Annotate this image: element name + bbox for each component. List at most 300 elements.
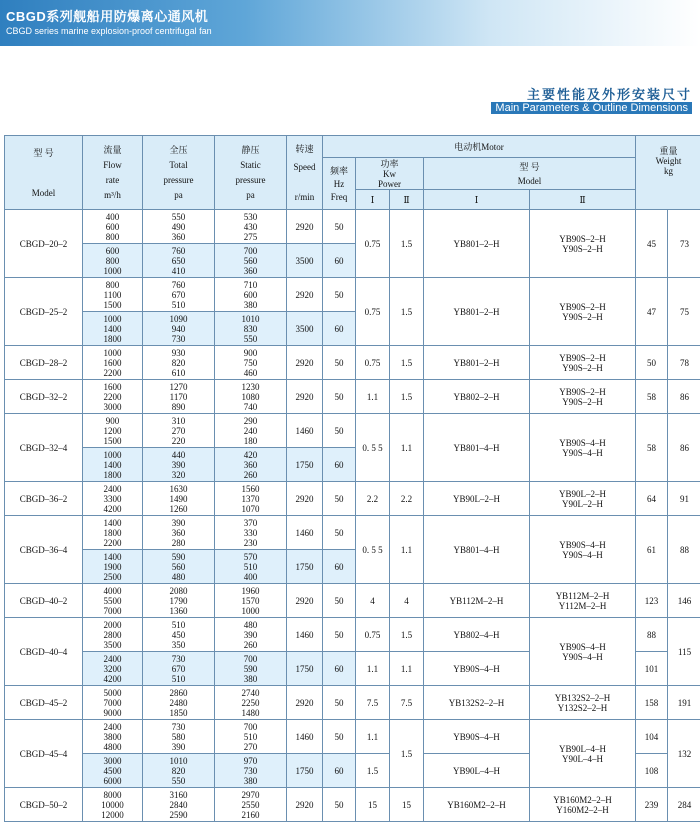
total-pressure-cell-line: 2590 xyxy=(169,809,188,820)
freq-cell: 50 xyxy=(323,686,356,720)
motor-type-II-cell-line: YB90S–2–H xyxy=(559,386,606,397)
header-title-cn: CBGD系列舰船用防爆离心通风机 xyxy=(6,9,209,24)
total-pressure-cell-line: 940 xyxy=(171,323,186,334)
motor-type-I-cell: YB112M–2–H xyxy=(424,584,530,618)
flow-cell xyxy=(83,210,143,244)
weight-1-cell: 47 xyxy=(636,278,668,346)
hdr-power-II: Ⅱ xyxy=(390,190,424,210)
speed-cell: 2920 xyxy=(287,278,323,312)
model-cell: CBGD–40–4 xyxy=(5,618,83,686)
static-pressure-cell-line: 590 xyxy=(243,663,258,674)
motor-type-II-cell-line: Y90S–4–H xyxy=(562,447,603,458)
motor-type-II-cell xyxy=(530,278,636,346)
static-pressure-cell-line: 260 xyxy=(243,469,258,480)
static-pressure-cell-line: 460 xyxy=(243,367,258,378)
static-pressure-cell xyxy=(215,652,287,686)
freq-cell: 50 xyxy=(323,618,356,652)
speed-cell: 1460 xyxy=(287,414,323,448)
motor-type-II-cell-line: YB90L–4–H xyxy=(559,743,607,754)
total-pressure-cell-line: 1360 xyxy=(169,605,188,616)
hdr-freq-cn: 频率 xyxy=(329,165,348,176)
freq-cell: 60 xyxy=(323,312,356,346)
flow-cell-line: 1000 xyxy=(103,449,122,460)
flow-cell-line: 800 xyxy=(105,255,120,266)
power-I-cell: 0. 5 5 xyxy=(356,414,390,482)
freq-cell: 60 xyxy=(323,448,356,482)
total-pressure-cell-line: 580 xyxy=(171,731,186,742)
hdr-mtype-en: Model xyxy=(517,175,542,186)
total-pressure-cell-line: 2860 xyxy=(169,687,188,698)
static-pressure-cell xyxy=(215,482,287,516)
motor-type-I-cell: YB801–2–H xyxy=(424,278,530,346)
speed-cell: 1460 xyxy=(287,720,323,754)
static-pressure-cell-line: 1080 xyxy=(241,391,260,402)
speed-cell: 1460 xyxy=(287,516,323,550)
total-pressure-cell-line: 510 xyxy=(171,299,186,310)
static-pressure-cell-line: 480 xyxy=(243,619,258,630)
static-pressure-cell-line: 1070 xyxy=(241,503,260,514)
hdr-flow-en2: rate xyxy=(105,175,120,185)
table-row xyxy=(5,618,700,652)
static-pressure-cell-line: 700 xyxy=(243,721,258,732)
power-II-cell: 1.5 xyxy=(390,380,424,414)
flow-cell-line: 3000 xyxy=(103,401,122,412)
static-pressure-cell-line: 360 xyxy=(243,265,258,276)
power-II-cell: 15 xyxy=(390,788,424,822)
model-cell: CBGD–45–4 xyxy=(5,720,83,788)
speed-cell: 1460 xyxy=(287,618,323,652)
motor-type-II-cell xyxy=(530,414,636,482)
flow-cell-line: 900 xyxy=(105,415,120,426)
static-pressure-cell-line: 380 xyxy=(243,775,258,786)
static-pressure-cell-line: 510 xyxy=(243,561,258,572)
static-pressure-cell-line: 290 xyxy=(243,415,258,426)
flow-cell xyxy=(83,788,143,822)
hdr-model-en: Model xyxy=(31,187,56,198)
static-pressure-cell-line: 510 xyxy=(243,731,258,742)
flow-cell-line: 1800 xyxy=(103,469,122,480)
freq-cell: 60 xyxy=(323,244,356,278)
motor-type-II-cell-line: YB90S–2–H xyxy=(559,233,606,244)
motor-type-II-cell-line: Y90L–4–H xyxy=(562,753,604,764)
static-pressure-cell xyxy=(215,278,287,312)
hdr-static-unit: pa xyxy=(246,190,255,200)
total-pressure-cell-line: 360 xyxy=(171,231,186,242)
total-pressure-cell-line: 350 xyxy=(171,639,186,650)
hdr-model xyxy=(5,136,83,210)
flow-cell-line: 1000 xyxy=(103,265,122,276)
static-pressure-cell-line: 260 xyxy=(243,639,258,650)
table-row xyxy=(5,210,700,244)
total-pressure-cell-line: 730 xyxy=(171,721,186,732)
static-pressure-cell-line: 380 xyxy=(243,299,258,310)
power-I-cell: 2.2 xyxy=(356,482,390,516)
model-cell: CBGD–36–2 xyxy=(5,482,83,516)
flow-cell xyxy=(83,244,143,278)
motor-type-II-cell-line: Y90L–2–H xyxy=(562,498,604,509)
total-pressure-cell-line: 390 xyxy=(171,517,186,528)
section-title-en: Main Parameters & Outline Dimensions xyxy=(491,102,692,114)
flow-cell xyxy=(83,550,143,584)
freq-cell: 50 xyxy=(323,278,356,312)
power-I-cell: 0.75 xyxy=(356,210,390,278)
static-pressure-cell-line: 1570 xyxy=(241,595,260,606)
total-pressure-cell xyxy=(143,380,215,414)
freq-cell: 50 xyxy=(323,482,356,516)
static-pressure-cell xyxy=(215,210,287,244)
weight-2-cell: 86 xyxy=(668,414,700,482)
weight-2-cell: 78 xyxy=(668,346,700,380)
hdr-weight-cn: 重量 xyxy=(659,145,678,156)
weight-1-cell: 50 xyxy=(636,346,668,380)
hdr-power-I: Ⅰ xyxy=(356,190,390,210)
total-pressure-cell-line: 510 xyxy=(171,673,186,684)
static-pressure-cell xyxy=(215,550,287,584)
total-pressure-cell-line: 890 xyxy=(171,401,186,412)
speed-cell: 2920 xyxy=(287,584,323,618)
total-pressure-cell-line: 360 xyxy=(171,527,186,538)
flow-cell-line: 5000 xyxy=(103,687,122,698)
static-pressure-cell-line: 730 xyxy=(243,765,258,776)
freq-cell: 50 xyxy=(323,346,356,380)
motor-type-II-cell xyxy=(530,788,636,822)
total-pressure-cell xyxy=(143,346,215,380)
weight-1-cell: 58 xyxy=(636,380,668,414)
static-pressure-cell xyxy=(215,414,287,448)
static-pressure-cell-line: 700 xyxy=(243,653,258,664)
flow-cell-line: 2400 xyxy=(103,721,122,732)
static-pressure-cell xyxy=(215,686,287,720)
motor-type-II-cell-line: Y112M–2–H xyxy=(558,600,607,611)
freq-cell: 50 xyxy=(323,720,356,754)
total-pressure-cell-line: 610 xyxy=(171,367,186,378)
total-pressure-cell-line: 760 xyxy=(171,245,186,256)
static-pressure-cell-line: 750 xyxy=(243,357,258,368)
static-pressure-cell xyxy=(215,244,287,278)
static-pressure-cell-line: 1960 xyxy=(241,585,260,596)
flow-cell-line: 2200 xyxy=(103,391,122,402)
header-title-en: CBGD series marine explosion-proof centrifugal fan xyxy=(6,26,212,36)
power-I-cell: 4 xyxy=(356,584,390,618)
static-pressure-cell-line: 240 xyxy=(243,425,258,436)
flow-cell-line: 3200 xyxy=(103,663,122,674)
motor-type-II-cell-line: Y90S–2–H xyxy=(562,362,603,373)
hdr-flow-unit: m³/h xyxy=(104,190,121,200)
flow-cell-line: 1400 xyxy=(103,323,122,334)
motor-type-II-cell xyxy=(530,346,636,380)
power-I-cell: 1.5 xyxy=(356,754,390,788)
motor-type-I-cell: YB801–4–H xyxy=(424,414,530,482)
hdr-speed-cn: 转速 xyxy=(295,143,314,154)
motor-type-II-cell-line: YB90S–4–H xyxy=(559,437,606,448)
table-row xyxy=(5,278,700,312)
weight-1-cell: 239 xyxy=(636,788,668,822)
flow-cell xyxy=(83,380,143,414)
motor-type-II-cell xyxy=(530,210,636,278)
weight-1-cell: 158 xyxy=(636,686,668,720)
total-pressure-cell xyxy=(143,754,215,788)
static-pressure-cell-line: 420 xyxy=(243,449,258,460)
motor-type-II-cell xyxy=(530,720,636,788)
static-pressure-cell-line: 430 xyxy=(243,221,258,232)
static-pressure-cell-line: 530 xyxy=(243,211,258,222)
flow-cell-line: 7000 xyxy=(103,605,122,616)
hdr-static-cn: 静压 xyxy=(241,145,260,155)
static-pressure-cell-line: 550 xyxy=(243,333,258,344)
flow-cell-line: 600 xyxy=(105,221,120,232)
total-pressure-cell-line: 670 xyxy=(171,663,186,674)
flow-cell-line: 1000 xyxy=(103,347,122,358)
total-pressure-cell-line: 1630 xyxy=(169,483,188,494)
power-II-cell: 1.5 xyxy=(390,278,424,346)
power-I-cell: 1.1 xyxy=(356,380,390,414)
hdr-type-II: Ⅱ xyxy=(530,190,636,210)
power-I-cell: 0.75 xyxy=(356,618,390,652)
hdr-power-en: Power xyxy=(378,178,401,189)
motor-type-I-cell: YB160M2–2–H xyxy=(424,788,530,822)
total-pressure-cell xyxy=(143,414,215,448)
static-pressure-cell-line: 700 xyxy=(243,245,258,256)
power-II-cell: 1.1 xyxy=(390,414,424,482)
flow-cell-line: 1600 xyxy=(103,381,122,392)
static-pressure-cell-line: 1480 xyxy=(241,707,260,718)
static-pressure-cell xyxy=(215,448,287,482)
static-pressure-cell-line: 600 xyxy=(243,289,258,300)
static-pressure-cell-line: 560 xyxy=(243,255,258,266)
total-pressure-cell-line: 2080 xyxy=(169,585,188,596)
flow-cell-line: 2200 xyxy=(103,537,122,548)
hdr-type-I: Ⅰ xyxy=(424,190,530,210)
static-pressure-cell-line: 1560 xyxy=(241,483,260,494)
static-pressure-cell-line: 360 xyxy=(243,459,258,470)
model-cell: CBGD–40–2 xyxy=(5,584,83,618)
flow-cell xyxy=(83,618,143,652)
static-pressure-cell-line: 900 xyxy=(243,347,258,358)
table-row xyxy=(5,516,700,550)
flow-cell-line: 4200 xyxy=(103,673,122,684)
static-pressure-cell xyxy=(215,618,287,652)
static-pressure-cell-line: 740 xyxy=(243,401,258,412)
flow-cell-line: 1400 xyxy=(103,459,122,470)
hdr-total-en2: pressure xyxy=(163,175,194,185)
total-pressure-cell xyxy=(143,584,215,618)
static-pressure-cell-line: 2160 xyxy=(241,809,260,820)
flow-cell-line: 2400 xyxy=(103,483,122,494)
flow-cell xyxy=(83,414,143,448)
power-II-cell: 1.5 xyxy=(390,618,424,652)
flow-cell-line: 2200 xyxy=(103,367,122,378)
parameters-table xyxy=(4,135,700,822)
motor-type-II-cell-line: Y90S–2–H xyxy=(562,311,603,322)
flow-cell xyxy=(83,312,143,346)
flow-cell-line: 3800 xyxy=(103,731,122,742)
motor-type-II-cell-line: Y132S2–2–H xyxy=(557,702,608,713)
total-pressure-cell-line: 490 xyxy=(171,221,186,232)
model-cell: CBGD–25–2 xyxy=(5,278,83,346)
speed-cell: 1750 xyxy=(287,754,323,788)
hdr-weight xyxy=(636,136,700,210)
total-pressure-cell xyxy=(143,788,215,822)
speed-cell: 2920 xyxy=(287,346,323,380)
weight-1-cell: 104 xyxy=(636,720,668,754)
hdr-static-en2: pressure xyxy=(235,175,266,185)
total-pressure-cell-line: 270 xyxy=(171,425,186,436)
hdr-flow xyxy=(83,136,143,210)
weight-1-cell: 64 xyxy=(636,482,668,516)
weight-1-cell: 61 xyxy=(636,516,668,584)
flow-cell-line: 7000 xyxy=(103,697,122,708)
power-I-cell: 0. 5 5 xyxy=(356,516,390,584)
flow-cell-line: 1600 xyxy=(103,357,122,368)
hdr-flow-en1: Flow xyxy=(103,160,122,170)
power-I-cell: 1.1 xyxy=(356,720,390,754)
total-pressure-cell-line: 410 xyxy=(171,265,186,276)
speed-cell: 2920 xyxy=(287,788,323,822)
model-cell: CBGD–50–2 xyxy=(5,788,83,822)
flow-cell-line: 2400 xyxy=(103,653,122,664)
hdr-static xyxy=(215,136,287,210)
speed-cell: 3500 xyxy=(287,244,323,278)
hdr-motor: 电动机Motor xyxy=(323,136,636,158)
flow-cell-line: 5500 xyxy=(103,595,122,606)
flow-cell xyxy=(83,652,143,686)
motor-type-II-cell xyxy=(530,380,636,414)
total-pressure-cell-line: 550 xyxy=(171,775,186,786)
flow-cell-line: 1200 xyxy=(103,425,122,436)
total-pressure-cell-line: 480 xyxy=(171,571,186,582)
power-I-cell: 0.75 xyxy=(356,278,390,346)
table-row xyxy=(5,482,700,516)
flow-cell-line: 6000 xyxy=(103,775,122,786)
static-pressure-cell xyxy=(215,788,287,822)
total-pressure-cell xyxy=(143,550,215,584)
flow-cell-line: 1500 xyxy=(103,299,122,310)
hdr-weight-en: Weight xyxy=(655,155,682,166)
static-pressure-cell xyxy=(215,312,287,346)
motor-type-II-cell-line: Y90S–4–H xyxy=(562,651,603,662)
total-pressure-cell xyxy=(143,482,215,516)
freq-cell: 50 xyxy=(323,516,356,550)
power-II-cell: 1.1 xyxy=(390,652,424,686)
flow-cell-line: 9000 xyxy=(103,707,122,718)
table-row xyxy=(5,584,700,618)
static-pressure-cell-line: 370 xyxy=(243,517,258,528)
hdr-speed-en: Speed xyxy=(293,161,316,172)
total-pressure-cell-line: 1790 xyxy=(169,595,188,606)
freq-cell: 60 xyxy=(323,754,356,788)
static-pressure-cell-line: 1010 xyxy=(241,313,260,324)
power-II-cell: 1.5 xyxy=(390,346,424,380)
static-pressure-cell-line: 390 xyxy=(243,629,258,640)
weight-1-cell: 101 xyxy=(636,652,668,686)
total-pressure-cell-line: 650 xyxy=(171,255,186,266)
total-pressure-cell xyxy=(143,210,215,244)
hdr-power-unit: Kw xyxy=(383,168,396,179)
hdr-static-en1: Static xyxy=(240,160,261,170)
hdr-total xyxy=(143,136,215,210)
table-row xyxy=(5,720,700,754)
static-pressure-cell xyxy=(215,516,287,550)
total-pressure-cell-line: 1270 xyxy=(169,381,188,392)
flow-cell xyxy=(83,754,143,788)
static-pressure-cell-line: 970 xyxy=(243,755,258,766)
flow-cell xyxy=(83,516,143,550)
static-pressure-cell-line: 275 xyxy=(243,231,258,242)
hdr-mtype-cn: 型 号 xyxy=(519,161,540,172)
power-II-cell: 1.5 xyxy=(390,720,424,788)
table-row xyxy=(5,686,700,720)
flow-cell xyxy=(83,482,143,516)
total-pressure-cell-line: 1490 xyxy=(169,493,188,504)
hdr-freq-en: Freq xyxy=(330,191,348,202)
power-I-cell: 15 xyxy=(356,788,390,822)
static-pressure-cell-line: 1370 xyxy=(241,493,260,504)
motor-type-II-cell-line: YB90S–2–H xyxy=(559,301,606,312)
motor-type-I-cell: YB801–2–H xyxy=(424,210,530,278)
motor-type-II-cell xyxy=(530,482,636,516)
weight-1-cell: 45 xyxy=(636,210,668,278)
flow-cell xyxy=(83,584,143,618)
power-I-cell: 0.75 xyxy=(356,346,390,380)
weight-2-cell: 91 xyxy=(668,482,700,516)
speed-cell: 2920 xyxy=(287,686,323,720)
total-pressure-cell-line: 1260 xyxy=(169,503,188,514)
total-pressure-cell-line: 760 xyxy=(171,279,186,290)
motor-type-II-cell xyxy=(530,516,636,584)
flow-cell-line: 12000 xyxy=(101,809,124,820)
freq-cell: 60 xyxy=(323,550,356,584)
freq-cell: 60 xyxy=(323,652,356,686)
motor-type-II-cell xyxy=(530,618,636,686)
total-pressure-cell-line: 1090 xyxy=(169,313,188,324)
total-pressure-cell-line: 1850 xyxy=(169,707,188,718)
motor-type-II-cell-line: YB132S2–2–H xyxy=(554,692,611,703)
flow-cell-line: 1100 xyxy=(103,289,122,300)
hdr-speed-unit: r/min xyxy=(294,191,315,202)
speed-cell: 1750 xyxy=(287,448,323,482)
static-pressure-cell-line: 830 xyxy=(243,323,258,334)
flow-cell-line: 2800 xyxy=(103,629,122,640)
total-pressure-cell-line: 2840 xyxy=(169,799,188,810)
speed-cell: 2920 xyxy=(287,482,323,516)
weight-1-cell: 123 xyxy=(636,584,668,618)
flow-cell-line: 1000 xyxy=(103,313,122,324)
model-cell: CBGD–32–4 xyxy=(5,414,83,482)
static-pressure-cell-line: 2740 xyxy=(241,687,260,698)
total-pressure-cell-line: 670 xyxy=(171,289,186,300)
power-I-cell: 7.5 xyxy=(356,686,390,720)
motor-type-I-cell: YB90S–4–H xyxy=(424,720,530,754)
static-pressure-cell-line: 2970 xyxy=(241,789,260,800)
flow-cell xyxy=(83,686,143,720)
flow-cell-line: 1800 xyxy=(103,527,122,538)
total-pressure-cell-line: 2480 xyxy=(169,697,188,708)
hdr-power xyxy=(356,158,424,190)
total-pressure-cell-line: 440 xyxy=(171,449,186,460)
static-pressure-cell-line: 2250 xyxy=(241,697,260,708)
weight-2-cell: 75 xyxy=(668,278,700,346)
flow-cell-line: 2000 xyxy=(103,619,122,630)
motor-type-II-cell-line: YB90S–4–H xyxy=(559,539,606,550)
motor-type-I-cell: YB802–2–H xyxy=(424,380,530,414)
flow-cell xyxy=(83,278,143,312)
flow-cell-line: 800 xyxy=(105,279,120,290)
static-pressure-cell-line: 380 xyxy=(243,673,258,684)
static-pressure-cell-line: 270 xyxy=(243,741,258,752)
section-title-cn: 主要性能及外形安装尺寸 xyxy=(526,87,692,102)
static-pressure-cell-line: 1230 xyxy=(241,381,260,392)
motor-type-I-cell: YB801–2–H xyxy=(424,346,530,380)
